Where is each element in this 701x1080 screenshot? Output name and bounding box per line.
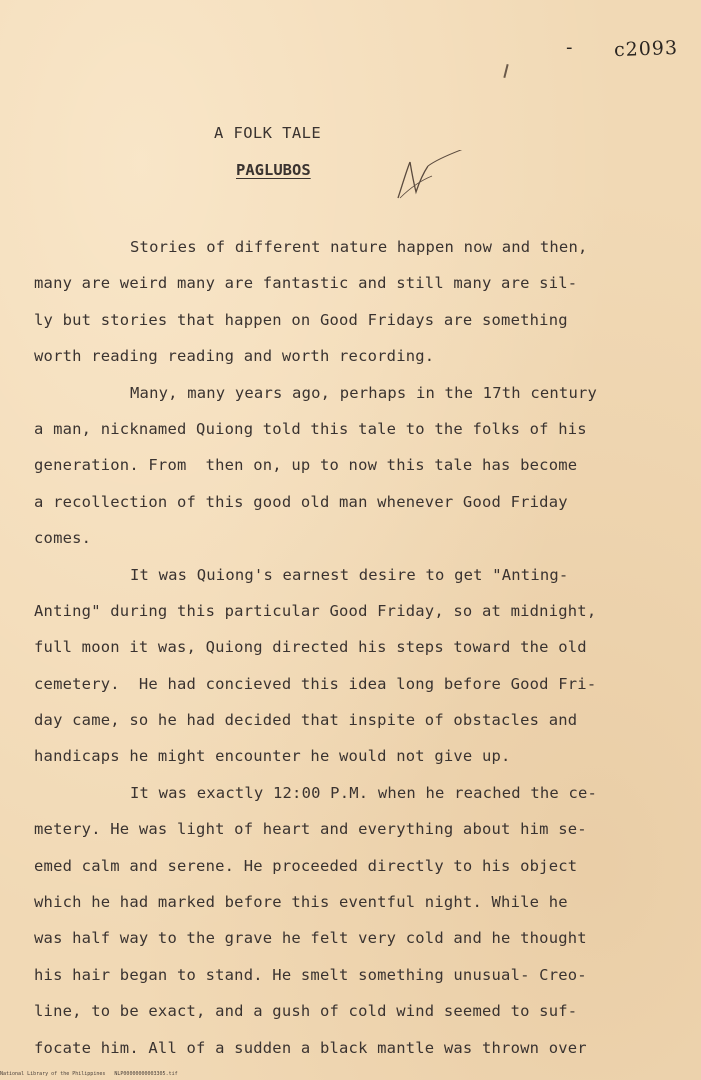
text-line: handicaps he might encounter he would not give up. (34, 747, 511, 766)
text-line: day came, so he had decided that inspite of obstacles and (34, 711, 578, 730)
text-line: metery. He was light of heart and everything about him se- (34, 820, 587, 839)
text-line: a recollection of this good old man whenever Good Friday (34, 492, 568, 511)
text-line: which he had marked before this eventful night. While he (34, 893, 568, 912)
text-line: ly but stories that happen on Good Fridays are something (34, 310, 568, 329)
text-line: focate him. All of a sudden a black mantle was thrown over (34, 1038, 587, 1057)
pencil-mark (503, 64, 508, 78)
document-subtitle: PAGLUBOS (236, 161, 311, 179)
text-line: worth reading reading and worth recording. (34, 347, 435, 366)
reference-dash: - (566, 37, 573, 58)
text-line: many are weird many are fantastic and still many are sil- (34, 274, 578, 293)
text-line: Many, many years ago, perhaps in the 17th century (130, 383, 598, 402)
text-line: was half way to the grave he felt very cold and he thought (34, 929, 587, 948)
text-line: comes. (34, 529, 92, 548)
reference-number: c2093 (613, 36, 679, 62)
text-line: a man, nicknamed Quiong told this tale to the folks of his (34, 419, 587, 438)
text-line: generation. From then on, up to now this tale has become (34, 456, 578, 475)
text-line: his hair began to stand. He smelt something unusual- Creo- (34, 965, 587, 984)
document-title: A FOLK TALE (214, 124, 322, 142)
text-line: Anting" during this particular Good Friday, so at midnight, (34, 601, 597, 620)
text-line: full moon it was, Quiong directed his steps toward the old (34, 638, 587, 657)
text-line: emed calm and serene. He proceeded directly to his object (34, 856, 578, 875)
text-line: cemetery. He had concieved this idea long before Good Fri- (34, 674, 597, 693)
text-line: line, to be exact, and a gush of cold wind seemed to suf- (34, 1002, 578, 1021)
text-line: It was Quiong's earnest desire to get "Anting- (130, 565, 569, 584)
body-text (34, 229, 674, 1066)
scan-footer: National Library of the Philippines NLP00000000003305.tif (0, 1071, 178, 1077)
handwritten-initials-icon (392, 150, 472, 210)
text-line: Stories of different nature happen now and then, (130, 238, 588, 256)
text-line: It was exactly 12:00 P.M. when he reached the ce- (130, 783, 598, 802)
